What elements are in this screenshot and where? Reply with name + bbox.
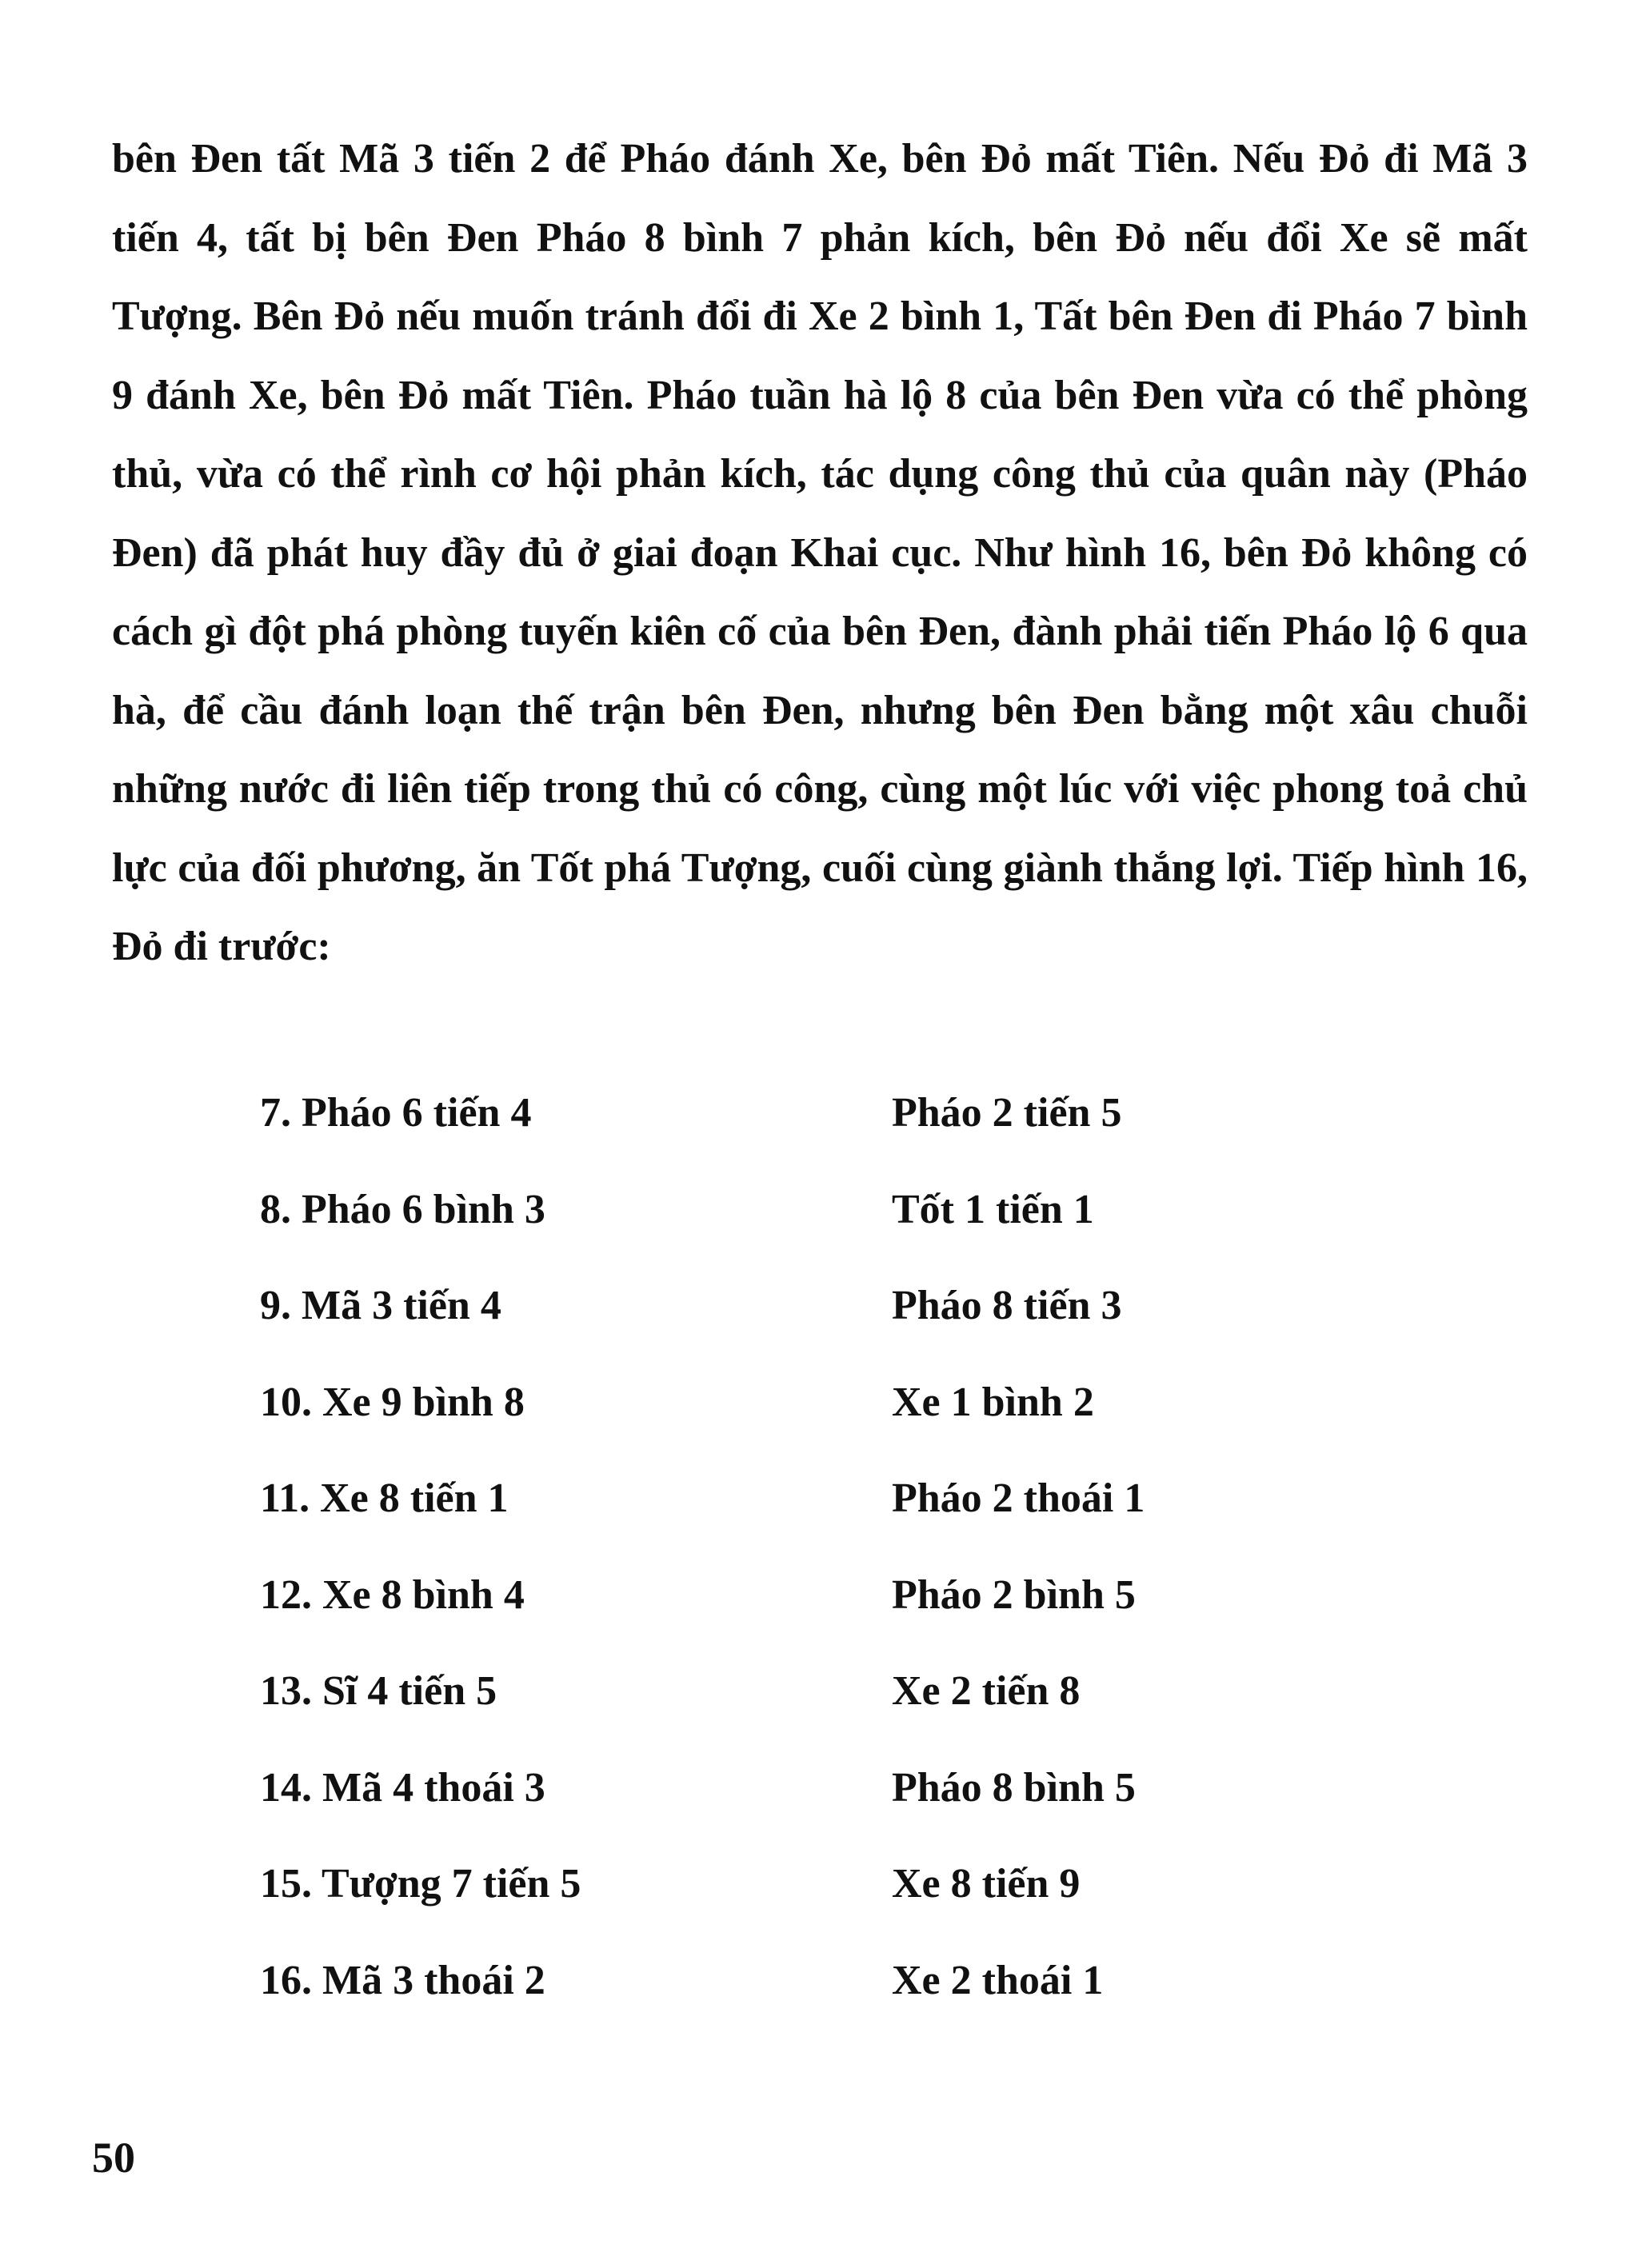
move-list — [260, 1089, 1300, 2053]
black-move: Pháo 8 bình 5 — [892, 1764, 1136, 1811]
black-move: Xe 2 tiến 8 — [892, 1668, 1081, 1714]
move-row — [260, 1667, 1300, 1764]
red-move: 11. Xe 8 tiến 1 — [260, 1475, 509, 1521]
move-row — [260, 1571, 1300, 1668]
red-move: 7. Pháo 6 tiến 4 — [260, 1090, 532, 1136]
black-move: Xe 8 tiến 9 — [892, 1861, 1081, 1907]
red-move: 8. Pháo 6 bình 3 — [260, 1186, 545, 1232]
red-move: 15. Tượng 7 tiến 5 — [260, 1861, 581, 1907]
move-row — [260, 1957, 1300, 2054]
move-row — [260, 1764, 1300, 1861]
move-row — [260, 1475, 1300, 1571]
black-move: Pháo 2 bình 5 — [892, 1571, 1136, 1618]
black-move: Pháo 2 thoái 1 — [892, 1475, 1145, 1521]
move-row — [260, 1282, 1300, 1379]
black-move: Xe 1 bình 2 — [892, 1379, 1094, 1425]
black-move: Xe 2 thoái 1 — [892, 1957, 1104, 2003]
move-row — [260, 1379, 1300, 1475]
red-move: 10. Xe 9 bình 8 — [260, 1379, 525, 1425]
red-move: 9. Mã 3 tiến 4 — [260, 1283, 501, 1328]
red-move: 14. Mã 4 thoái 3 — [260, 1764, 545, 1811]
red-move: 12. Xe 8 bình 4 — [260, 1571, 525, 1618]
red-move: 16. Mã 3 thoái 2 — [260, 1957, 545, 2003]
red-move: 13. Sĩ 4 tiến 5 — [260, 1668, 497, 1714]
page-number: 50 — [92, 2134, 135, 2182]
move-row — [260, 1089, 1300, 1186]
move-row — [260, 1860, 1300, 1957]
black-move: Pháo 2 tiến 5 — [892, 1090, 1122, 1136]
black-move: Tốt 1 tiến 1 — [892, 1186, 1094, 1232]
body-paragraph: bên Đen tất Mã 3 tiến 2 để Pháo đánh Xe, bên Đỏ mất Tiên. Nếu Đỏ đi Mã 3 tiến 4, tất bị bên Đen Pháo 8 bình 7 phản kích, bên Đỏ nếu đổi Xe sẽ mất Tượng. Bên Đỏ nếu muốn tránh đổi đi Xe 2 bình 1, Tất bên Đen đi Pháo 7 bình 9 đánh Xe, bên Đỏ mất Tiên. Pháo tuần hà lộ 8 của bên Đen vừa có thể phòng thủ, vừa có thể rình cơ hội phản kích, tác dụng công thủ của quân này (Pháo Đen) đã phát huy đầy đủ ở giai đoạn Khai cục. Như hình 16, bên Đỏ không có cách gì đột phá phòng tuyến kiên cố của bên Đen, đành phải tiến Pháo lộ 6 qua hà, để cầu đánh loạn thế trận bên Đen, nhưng bên Đen bằng một xâu chuỗi những nước đi liên tiếp trong thủ có công, cùng một lúc với việc phong toả chủ lực của đối phương, ăn Tốt phá Tượng, cuối cùng giành thắng lợi. Tiếp hình 16, Đỏ đi trước: — [112, 136, 1528, 969]
move-row — [260, 1186, 1300, 1283]
black-move: Pháo 8 tiến 3 — [892, 1283, 1122, 1328]
